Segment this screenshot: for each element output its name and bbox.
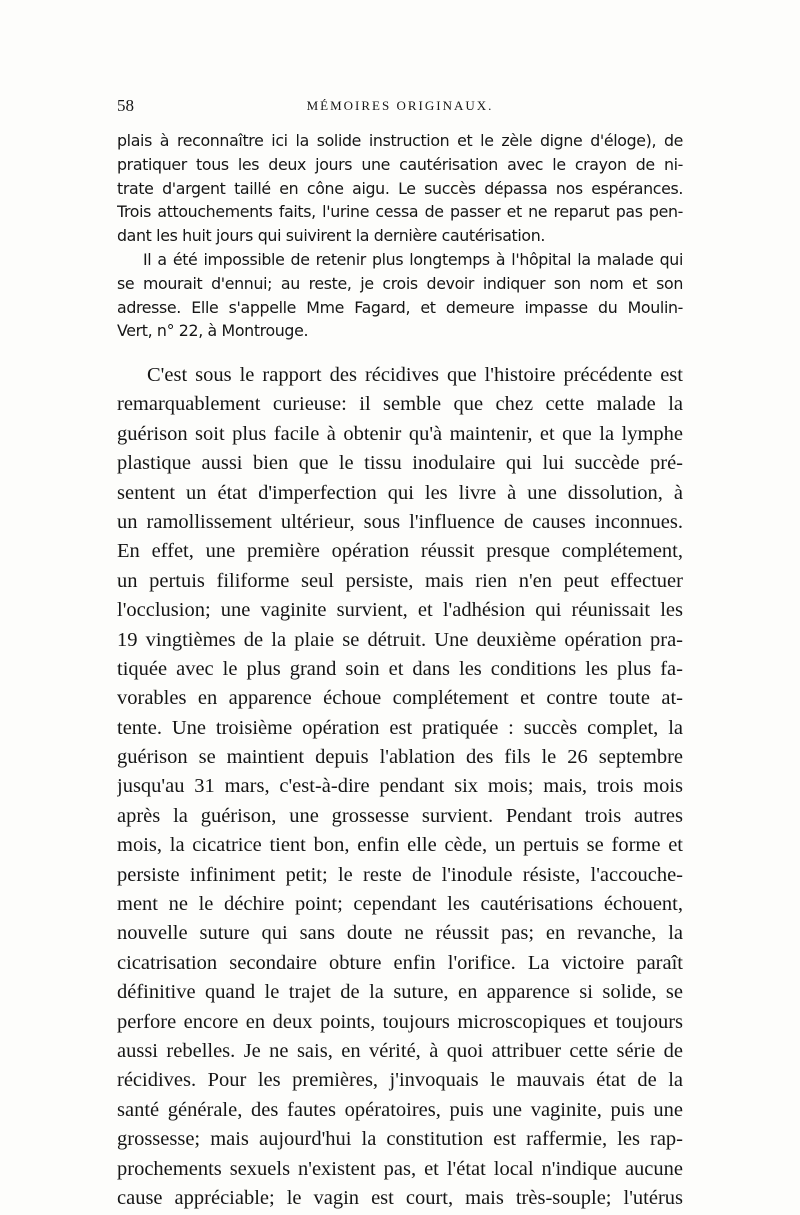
text-line: persiste infiniment petit; le reste de l'inodule résiste, l'accouche- [117, 863, 683, 886]
text-line: nouvelle suture qui sans doute ne réussit pas; en revanche, la [117, 922, 683, 945]
small-text-block [117, 129, 683, 343]
text-line: C'est sous le rapport des récidives que l'histoire précédente est [147, 364, 683, 386]
text-line: Trois attouchements faits, l'urine cessa de passer et ne reparut pas pen- [117, 202, 683, 222]
text-line: définitive quand le trajet de la suture, en apparence si solide, se [117, 981, 683, 1004]
running-title: MÉMOIRES ORIGINAUX. [306, 98, 494, 113]
page-header [117, 96, 683, 120]
large-text-block [117, 361, 683, 1213]
text-line: santé générale, des fautes opératoires, puis une vaginite, puis une [117, 1098, 683, 1121]
text-line: trate d'argent taillé en cône aigu. Le succès dépassa nos espérances. [117, 178, 683, 198]
text-line: après la guérison, une grossesse survient. Pendant trois autres [117, 804, 683, 827]
text-line: cicatrisation secondaire obture enfin l'orifice. La victoire paraît [117, 951, 683, 974]
text-line: 19 vingtièmes de la plaie se détruit. Une deuxième opération pra- [117, 628, 683, 651]
text-line: plastique aussi bien que le tissu inodulaire qui lui succède pré- [117, 452, 683, 475]
text-line: tiquée avec le plus grand soin et dans les conditions les plus fa- [117, 657, 683, 680]
text-line: guérison soit plus facile à obtenir qu'à maintenir, et que la lymphe [117, 422, 683, 445]
text-line: cause appréciable; le vagin est court, mais très-souple; l'utérus [117, 1186, 683, 1209]
text-line: jusqu'au 31 mars, c'est-à-dire pendant six mois; mais, trois mois [117, 775, 683, 798]
text-line: vorables en apparence échoue complétement et contre toute at- [117, 687, 683, 710]
text-line: remarquablement curieuse: il semble que chez cette malade la [117, 393, 683, 416]
text-line: un pertuis filiforme seul persiste, mais rien n'en peut effectuer [117, 569, 683, 592]
text-line: récidives. Pour les premières, j'invoquais le mauvais état de la [117, 1069, 683, 1092]
text-line: ment ne le déchire point; cependant les cautérisations échouent, [117, 893, 683, 916]
text-line: En effet, une première opération réussit presque complétement, [117, 540, 683, 563]
text-line: adresse. Elle s'appelle Mme Fagard, et demeure impasse du Moulin- [117, 297, 683, 317]
text-line: prochements sexuels n'existent pas, et l'état local n'indique aucune [117, 1157, 683, 1180]
text-line: sentent un état d'imperfection qui les livre à une dissolution, à [117, 481, 683, 504]
text-line: mois, la cicatrice tient bon, enfin elle cède, un pertuis se forme et [117, 834, 683, 857]
text-line: pratiquer tous les deux jours une cautérisation avec le crayon de ni- [117, 154, 683, 174]
text-line: grossesse; mais aujourd'hui la constitution est raffermie, les rap- [117, 1128, 683, 1151]
text-line: un ramollissement ultérieur, sous l'influence de causes inconnues. [117, 510, 683, 533]
text-line: Il a été impossible de retenir plus longtemps à l'hôpital la malade qui [143, 249, 683, 269]
text-line: se mourait d'ennui; au reste, je crois devoir indiquer son nom et son [117, 273, 683, 293]
text-line: Vert, n° 22, à Montrouge. [117, 321, 309, 341]
text-line: perfore encore en deux points, toujours microscopiques et toujours [117, 1010, 683, 1033]
text-line: plais à reconnaître ici la solide instruction et le zèle digne d'éloge), de [117, 131, 683, 150]
text-line: aussi rebelles. Je ne sais, en vérité, à quoi attribuer cette série de [117, 1039, 683, 1062]
text-line: guérison se maintient depuis l'ablation des fils le 26 septembre [117, 746, 683, 769]
text-line: l'occlusion; une vaginite survient, et l'adhésion qui réunissait les [117, 599, 683, 622]
text-line: dant les huit jours qui suivirent la dernière cautérisation. [117, 226, 546, 246]
page-number: 58 [117, 96, 134, 115]
text-line: tente. Une troisième opération est pratiquée : succès complet, la [117, 716, 683, 739]
